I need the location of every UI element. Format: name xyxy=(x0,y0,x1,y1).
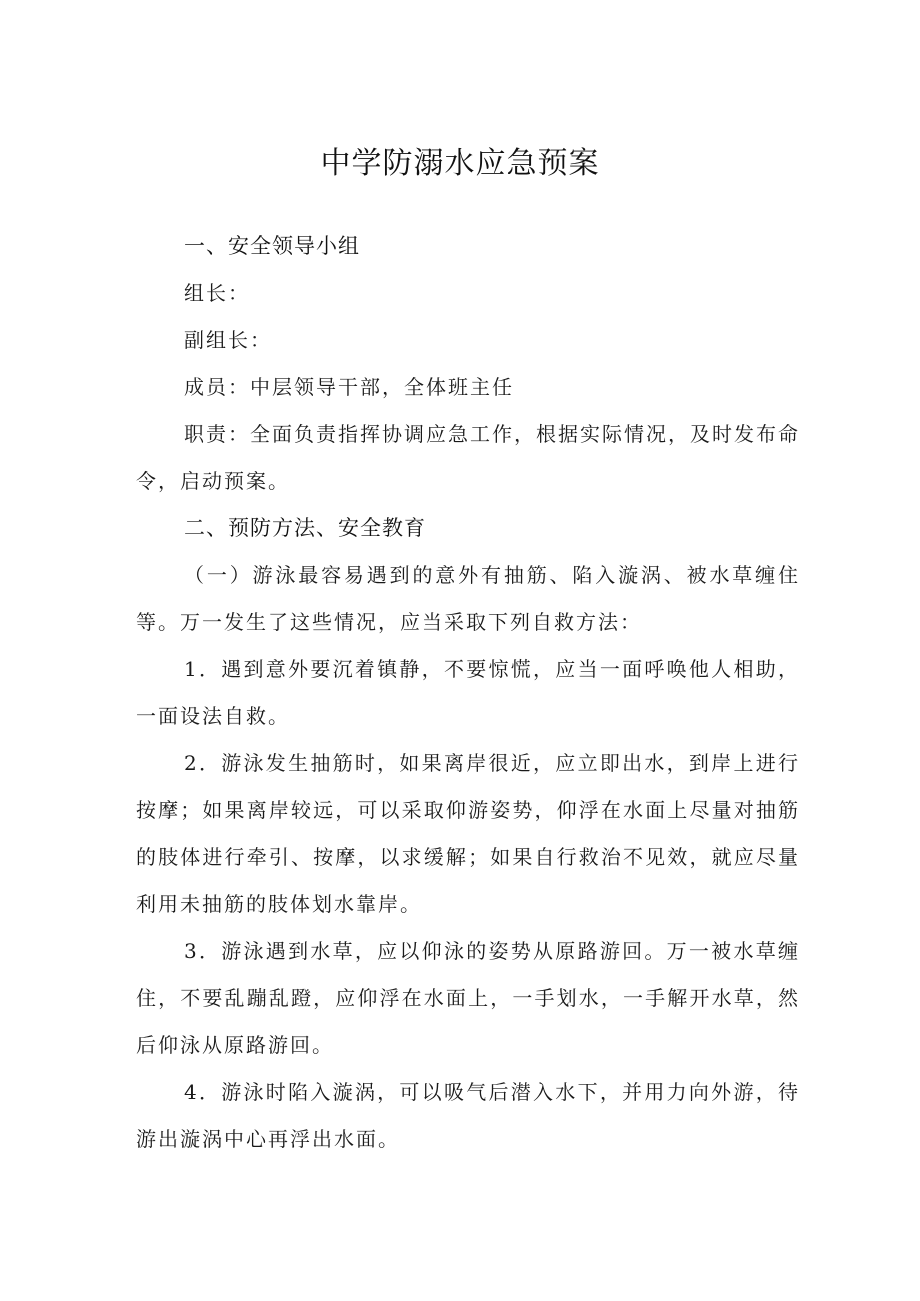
list-item: 4．游泳时陷入漩涡，可以吸气后潜入水下，并用力向外游，待游出漩涡中心再浮出水面。 xyxy=(136,1080,800,1151)
intro-paragraph: （一）游泳最容易遇到的意外有抽筋、陷入漩涡、被水草缠住等。万一发生了这些情况，应当采取下列自救方法： xyxy=(136,563,800,634)
section-heading-prevention: 二、预防方法、安全教育 xyxy=(184,516,426,540)
list-item: 3．游泳遇到水草，应以仰泳的姿势从原路游回。万一被水草缠住，不要乱蹦乱蹬，应仰浮在水面上，一手划水，一手解开水草，然后仰泳从原路游回。 xyxy=(136,939,800,1057)
leader-field: 组长： xyxy=(184,281,250,305)
document-title: 中学防溺水应急预案 xyxy=(320,146,600,181)
section-heading-leadership: 一、安全领导小组 xyxy=(184,234,360,258)
list-item: 1．遇到意外要沉着镇静，不要惊慌，应当一面呼唤他人相助，一面设法自救。 xyxy=(136,657,800,728)
list-item: 2．游泳发生抽筋时，如果离岸很近，应立即出水，到岸上进行按摩；如果离岸较远，可以采取仰游姿势，仰浮在水面上尽量对抽筋的肢体进行牵引、按摩，以求缓解；如果自行救治不见效，就应尽量利用未抽筋的肢体划水靠岸。 xyxy=(136,751,800,916)
document-body xyxy=(136,223,800,1163)
deputy-leader-field: 副组长： xyxy=(184,328,272,352)
members-field: 成员：中层领导干部，全体班主任 xyxy=(184,375,514,399)
duties-paragraph: 职责：全面负责指挥协调应急工作，根据实际情况，及时发布命令，启动预案。 xyxy=(136,422,800,493)
